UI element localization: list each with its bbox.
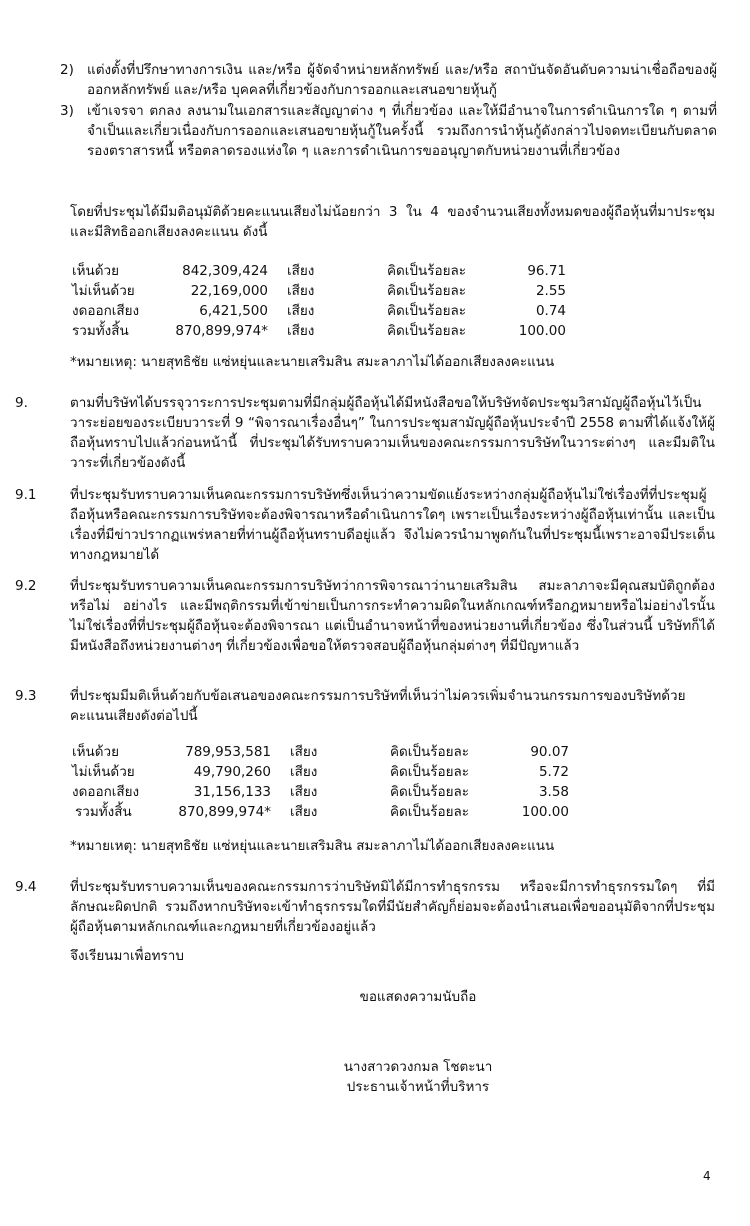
vote-row-total xyxy=(72,802,569,822)
vote-label: งดออกเสียง xyxy=(72,303,140,319)
vote-count: 31,156,133 xyxy=(193,784,271,800)
vote-table-1 xyxy=(72,261,566,341)
page-number: 4 xyxy=(703,1169,711,1183)
resolution-paragraph: โดยที่ประชุมได้มีมติอนุมัติด้วยคะแนนเสียงไม่น้อยกว่า 3 ใน 4 ของจำนวนเสียงทั้งหมดของผู้ถือหุ้นที่มาประชุม และมีสิทธิออกเสียงลงคะแนน ดังนี้ xyxy=(70,204,715,240)
section-9-4-text: ที่ประชุมรับทราบความเห็นของคณะกรรมการว่าบริษัทมิได้มีการทำธุรกรรม หรือจะมีการทำธุรกรรมใดๆ ที่มีลักษณะผิดปกติ รวมถึงหากบริษัทจะเข้าทำธุรกรรมใดที่มีนัยสำคัญก็ย่อมจะต้องนำเสนอเพื่อขออนุมัติจากที่ประชุมผู้ถือหุ้นตามหลักเกณฑ์และกฎหมายที่เกี่ยวข้องอยู่แล้ว xyxy=(70,879,715,935)
intro-item-3 xyxy=(60,101,717,161)
vote-unit: เสียง xyxy=(287,303,315,319)
section-9-2-text: ที่ประชุมรับทราบความเห็นคณะกรรมการบริษัทว่าการพิจารณาว่านายเสริมสิน สมะลาภาจะมีคุณสมบัติถูกต้องหรือไม่ อย่างไร และมีพฤติกรรมที่เข้าข่ายเป็นการกระทำความผิดในหลักเกณฑ์หรือกฎหมายหรือไม่อย่างไรนั้น ไม่ใช่เรื่องที่ที่ประชุมผู้ถือหุ้นจะต้องพิจารณา แต่เป็นอำนาจหน้าที่ของหน่วยงานที่เกี่ยวข้อง ซึ่งในส่วนนี้ บริษัทก็ได้มีหนังสือถึงหน่วยงานต่างๆ ที่เกี่ยวข้องเพื่อขอให้ตรวจสอบผู้ถือหุ้นกลุ่มต่างๆ ที่มีปัญหาแล้ว xyxy=(70,578,715,654)
vote-row-disapprove xyxy=(72,762,569,782)
intro-item-3-number: 3) xyxy=(60,103,74,119)
vote-pct-label: คิดเป็นร้อยละ xyxy=(387,323,467,339)
vote-row-approve xyxy=(72,261,566,281)
regards-line: ขอแสดงความนับถือ xyxy=(359,989,477,1005)
vote-pct-value: 100.00 xyxy=(518,323,566,339)
vote-row-disapprove xyxy=(72,281,566,301)
vote-count: 22,169,000 xyxy=(190,283,268,299)
vote-count: 789,953,581 xyxy=(185,744,271,760)
vote-pct-value: 3.58 xyxy=(538,784,569,800)
vote-label: เห็นด้วย xyxy=(72,263,119,279)
section-9-1-number: 9.1 xyxy=(15,487,37,503)
section-9-number: 9. xyxy=(15,395,28,411)
vote-count: 49,790,260 xyxy=(193,764,271,780)
section-9 xyxy=(15,393,715,473)
section-9-4 xyxy=(15,877,715,937)
vote-unit: เสียง xyxy=(287,323,315,339)
signer-name: นางสาวดวงกมล โชตะนา xyxy=(343,1059,493,1075)
vote-label: งดออกเสียง xyxy=(72,784,140,800)
vote-pct-value: 90.07 xyxy=(530,744,569,760)
vote-pct-label: คิดเป็นร้อยละ xyxy=(387,303,467,319)
vote-unit: เสียง xyxy=(290,784,318,800)
vote-pct-value: 5.72 xyxy=(538,764,569,780)
vote-label: เห็นด้วย xyxy=(72,744,119,760)
vote-unit: เสียง xyxy=(290,764,318,780)
section-9-4-number: 9.4 xyxy=(15,879,37,895)
vote-label: ไม่เห็นด้วย xyxy=(72,764,135,780)
closing-line: จึงเรียนมาเพื่อทราบ xyxy=(70,948,184,964)
vote-label: รวมทั้งสิ้น xyxy=(75,804,132,820)
vote-unit: เสียง xyxy=(290,744,318,760)
section-9-2 xyxy=(15,576,715,656)
vote-note-2: *หมายเหตุ: นายสุทธิชัย แซ่หยุ่นและนายเสริมสิน สมะลาภาไม่ได้ออกเสียงลงคะแนน xyxy=(70,838,555,854)
vote-count: 870,899,974* xyxy=(178,804,271,820)
vote-row-approve xyxy=(72,742,569,762)
vote-count: 870,899,974* xyxy=(175,323,268,339)
vote-row-total xyxy=(72,321,566,341)
vote-pct-label: คิดเป็นร้อยละ xyxy=(387,263,467,279)
intro-item-3-text: เข้าเจรจา ตกลง ลงนามในเอกสารและสัญญาต่าง ๆ ที่เกี่ยวข้อง และให้มีอำนาจในการดำเนินการใด ๆ ตามที่จำเป็นและเกี่ยวเนื่องกับการออกและเสนอขายหุ้นกู้ในครั้งนี้ รวมถึงการนำหุ้นกู้ดังกล่าวไปจดทะเบียนกับตลาดรองตราสารหนี้ หรือตลาดรองแห่งใด ๆ และการดำเนินการขออนุญาตกับหน่วยงานที่เกี่ยวข้อง xyxy=(87,103,717,159)
section-9-3-number: 9.3 xyxy=(15,688,37,704)
vote-label: ไม่เห็นด้วย xyxy=(72,283,135,299)
section-9-text: ตามที่บริษัทได้บรรจุวาระการประชุมตามที่มีกลุ่มผู้ถือหุ้นได้มีหนังสือขอให้บริษัทจัดประชุมวิสามัญผู้ถือหุ้นไว้เป็นวาระย่อยของระเบียบวาระที่ 9 “พิจารณาเรื่องอื่นๆ” ในการประชุมสามัญผู้ถือหุ้นประจำปี 2558 ตามที่ได้แจ้งให้ผู้ถือหุ้นทราบไปแล้วก่อนหน้านี้ ที่ประชุมได้รับทราบความเห็นของคณะกรรมการบริษัทในวาระต่างๆ และมีมติในวาระที่เกี่ยวข้องดังนี้ xyxy=(70,395,715,471)
vote-table-2 xyxy=(72,742,569,822)
vote-unit: เสียง xyxy=(290,804,318,820)
vote-count: 842,309,424 xyxy=(182,263,268,279)
vote-label: รวมทั้งสิ้น xyxy=(72,323,129,339)
vote-row-abstain xyxy=(72,782,569,802)
vote-pct-value: 0.74 xyxy=(535,303,566,319)
signer-title: ประธานเจ้าหน้าที่บริหาร xyxy=(346,1079,490,1095)
vote-unit: เสียง xyxy=(287,263,315,279)
vote-pct-label: คิดเป็นร้อยละ xyxy=(387,283,467,299)
vote-row-abstain xyxy=(72,301,566,321)
section-9-1-text: ที่ประชุมรับทราบความเห็นคณะกรรมการบริษัทซึ่งเห็นว่าความขัดแย้งระหว่างกลุ่มผู้ถือหุ้นไม่ใช่เรื่องที่ที่ประชุมผู้ถือหุ้นหรือคณะกรรมการบริษัทจะต้องพิจารณาหรือดำเนินการใดๆ เพราะเป็นเรื่องระหว่างผู้ถือหุ้นเท่านั้น และเป็นเรื่องที่มีข่าวปรากฏแพร่หลายที่ท่านผู้ถือหุ้นทราบดีอยู่แล้ว จึงไม่ควรนำมาพูดกันในที่ประชุมนี้เพราะอาจมีประเด็นทางกฎหมายได้ xyxy=(70,487,715,563)
vote-pct-value: 96.71 xyxy=(527,263,566,279)
vote-pct-label: คิดเป็นร้อยละ xyxy=(390,744,470,760)
intro-item-2 xyxy=(60,60,717,100)
vote-unit: เสียง xyxy=(287,283,315,299)
vote-pct-value: 2.55 xyxy=(535,283,566,299)
vote-pct-label: คิดเป็นร้อยละ xyxy=(390,804,470,820)
section-9-2-number: 9.2 xyxy=(15,578,37,594)
section-9-1 xyxy=(15,485,715,565)
vote-pct-label: คิดเป็นร้อยละ xyxy=(390,764,470,780)
vote-pct-value: 100.00 xyxy=(521,804,569,820)
section-9-3 xyxy=(15,686,715,726)
vote-note-1: *หมายเหตุ: นายสุทธิชัย แซ่หยุ่นและนายเสริมสิน สมะลาภาไม่ได้ออกเสียงลงคะแนน xyxy=(70,354,555,370)
intro-item-2-number: 2) xyxy=(60,62,74,78)
vote-pct-label: คิดเป็นร้อยละ xyxy=(390,784,470,800)
section-9-3-text: ที่ประชุมมีมติเห็นด้วยกับข้อเสนอของคณะกรรมการบริษัทที่เห็นว่าไม่ควรเพิ่มจำนวนกรรมการของบริษัทด้วยคะแนนเสียงดังต่อไปนี้ xyxy=(70,688,686,724)
vote-count: 6,421,500 xyxy=(199,303,268,319)
intro-item-2-text: แต่งตั้งที่ปรึกษาทางการเงิน และ/หรือ ผู้จัดจำหน่ายหลักทรัพย์ และ/หรือ สถาบันจัดอันดับความน่าเชื่อถือของผู้ออกหลักทรัพย์ และ/หรือ บุคคลที่เกี่ยวข้องกับการออกและเสนอขายหุ้นกู้ xyxy=(87,62,717,98)
